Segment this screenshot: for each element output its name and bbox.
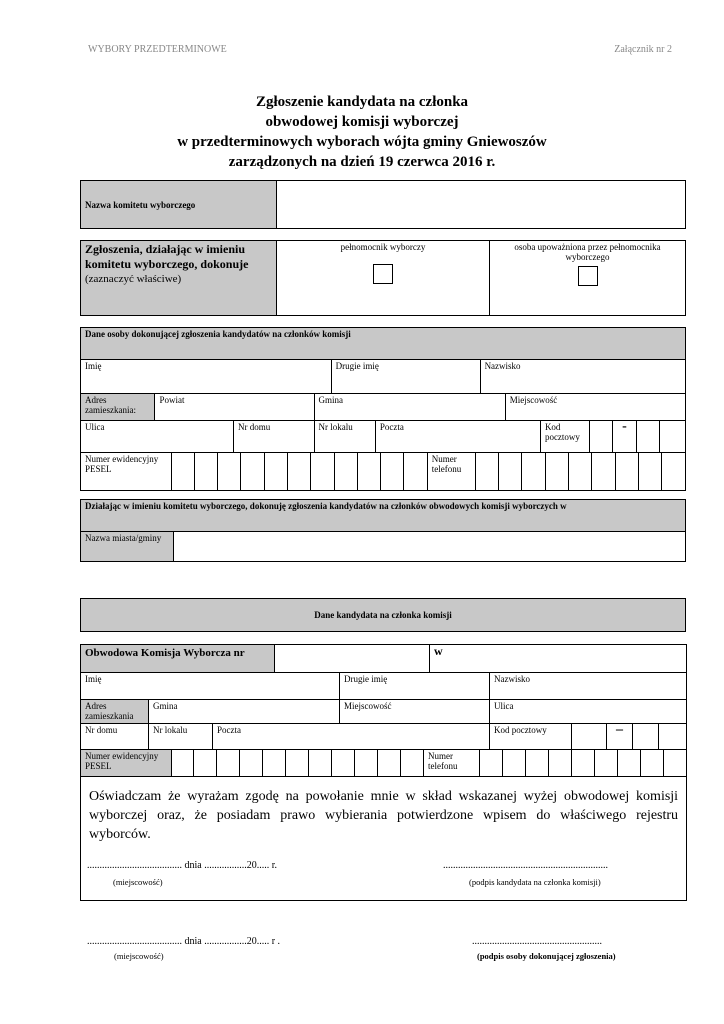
submitter-table [80, 327, 686, 491]
committee-name-field[interactable] [277, 181, 686, 229]
phone-digit[interactable] [475, 453, 498, 490]
postal-digit[interactable] [636, 421, 659, 453]
candidate-middle-name[interactable]: Drugie imię [340, 673, 490, 700]
role-table [80, 240, 686, 316]
candidate-phone-label: Numer telefonu [423, 750, 479, 776]
submitter-address-label: Adres zamieszkania: [81, 394, 155, 421]
acting-city-label: Nazwa miasta/gminy [81, 532, 174, 562]
submitter-street[interactable]: Ulica [81, 421, 234, 453]
authorized-checkbox[interactable] [578, 266, 598, 286]
pesel-digit[interactable] [381, 453, 404, 490]
submitter-house-no[interactable]: Nr domu [233, 421, 314, 453]
phone-digit[interactable] [571, 750, 594, 776]
role-option-proxy: pełnomocnik wyborczy [277, 241, 490, 316]
candidate-heading-table [80, 598, 686, 632]
pesel-digit[interactable] [357, 453, 380, 490]
proxy-checkbox[interactable] [373, 264, 393, 284]
pesel-digit[interactable] [194, 750, 217, 776]
acting-table [80, 499, 686, 562]
candidate-flat-no[interactable]: Nr lokalu [149, 724, 213, 750]
pesel-digit[interactable] [401, 750, 424, 776]
submitter-middle-name[interactable]: Drugie imię [331, 360, 480, 394]
phone-digit[interactable] [548, 750, 571, 776]
phone-digit[interactable] [662, 453, 685, 490]
submitter-first-name[interactable]: Imię [81, 360, 332, 394]
acting-city-field[interactable] [174, 532, 686, 562]
form-title: Zgłoszenie kandydata na członka obwodowej komisji wyborczej w przedterminowych wyborach wójta gminy Gniewoszów zarządzonych na dzień 19 czerwca 2016 r. [177, 94, 547, 170]
pesel-digit[interactable] [171, 453, 194, 490]
submitter-post-office[interactable]: Poczta [375, 421, 540, 453]
candidate-place-date[interactable]: ...................................... dnia .................20..... r. [87, 860, 277, 871]
candidate-pesel-label: Numer ewidencyjny PESEL [81, 750, 171, 776]
statement-text: Oświadczam że wyrażam zgodę na powołanie mnie w skład wskazanej wyżej obwodowej komisji wyborczej oraz, że posiadam prawo wybierania potwierdzone wpisem do właściwego rejestru wyborców. [89, 789, 679, 842]
candidate-house-no[interactable]: Nr domu [81, 724, 149, 750]
pesel-digit[interactable] [309, 750, 332, 776]
pesel-digit[interactable] [240, 750, 263, 776]
postal-digit[interactable] [590, 421, 613, 453]
phone-digit[interactable] [592, 453, 615, 490]
candidate-street[interactable]: Ulica [490, 700, 687, 724]
phone-digit[interactable] [615, 453, 638, 490]
pesel-digit[interactable] [311, 453, 334, 490]
candidate-first-name[interactable]: Imię [81, 673, 340, 700]
candidate-heading: Dane kandydata na członka komisji [81, 599, 686, 632]
pesel-digit[interactable] [241, 453, 264, 490]
pesel-digit[interactable] [217, 750, 240, 776]
pesel-digit[interactable] [264, 453, 287, 490]
statement-box [81, 777, 687, 901]
footer-place-label: (miejscowość) [114, 951, 164, 961]
committee-label: Nazwa komitetu wyborczego [81, 181, 277, 229]
candidate-post-office[interactable]: Poczta [213, 724, 490, 750]
pesel-digit[interactable] [355, 750, 378, 776]
pesel-digit[interactable] [378, 750, 401, 776]
postal-digit[interactable] [659, 724, 687, 750]
candidate-locality[interactable]: Miejscowość [340, 700, 490, 724]
candidate-table [80, 644, 687, 901]
header-left: WYBORY PRZEDTERMINOWE [88, 44, 227, 55]
candidate-signature-line[interactable]: .................................................................. [443, 860, 608, 871]
postal-dash: - [613, 421, 636, 453]
submitter-pesel-row [81, 453, 686, 491]
role-option-authorized: osoba upoważniona przez pełnomocnika wyborczego [490, 241, 686, 316]
pesel-digit[interactable] [286, 750, 309, 776]
pesel-digit[interactable] [194, 453, 217, 490]
submitter-pesel-label: Numer ewidencyjny PESEL [81, 453, 171, 490]
phone-digit[interactable] [545, 453, 568, 490]
phone-digit[interactable] [594, 750, 617, 776]
phone-digit[interactable] [617, 750, 640, 776]
candidate-pesel-row [81, 750, 687, 777]
acting-heading: Działając w imieniu komitetu wyborczego, dokonuję zgłoszenia kandydatów na członków obwodowych komisji wyborczych w [81, 500, 686, 532]
candidate-commune[interactable]: Gmina [149, 700, 340, 724]
phone-digit[interactable] [568, 453, 591, 490]
footer-signature-label: (podpis osoby dokonującej zgłoszenia) [477, 951, 616, 961]
phone-digit[interactable] [479, 750, 502, 776]
candidate-address-label: Adres zamieszkania [81, 700, 149, 724]
commission-no-field[interactable] [275, 645, 430, 673]
submitter-commune[interactable]: Gmina [314, 394, 505, 421]
pesel-digit[interactable] [332, 750, 355, 776]
submitter-last-name[interactable]: Nazwisko [480, 360, 685, 394]
phone-digit[interactable] [502, 750, 525, 776]
committee-table [80, 180, 686, 229]
postal-digit[interactable] [633, 724, 659, 750]
candidate-signature-label: (podpis kandydata na członka komisji) [469, 877, 601, 887]
footer-place-date[interactable]: ...................................... dnia .................20..... r . [87, 936, 281, 947]
pesel-digit[interactable] [404, 453, 427, 490]
submitter-phone-label: Numer telefonu [427, 453, 475, 490]
postal-digit[interactable] [659, 421, 685, 453]
pesel-digit[interactable] [171, 750, 194, 776]
pesel-digit[interactable] [263, 750, 286, 776]
phone-digit[interactable] [638, 453, 661, 490]
candidate-postal-label: Kod pocztowy [490, 724, 572, 750]
header-right: Załącznik nr 2 [614, 44, 672, 55]
footer-signature-line[interactable]: .................................................... [472, 936, 602, 947]
pesel-digit[interactable] [334, 453, 357, 490]
candidate-last-name[interactable]: Nazwisko [490, 673, 687, 700]
phone-digit[interactable] [663, 750, 686, 776]
commission-location[interactable]: w [430, 645, 687, 673]
pesel-digit[interactable] [218, 453, 241, 490]
submitter-postal-label: Kod pocztowy [540, 421, 589, 453]
postal-dash: – [607, 724, 633, 750]
submitter-district[interactable]: Powiat [155, 394, 314, 421]
candidate-place-label: (miejscowość) [113, 877, 163, 887]
submitter-flat-no[interactable]: Nr lokalu [314, 421, 375, 453]
phone-digit[interactable] [522, 453, 545, 490]
postal-digit[interactable] [572, 724, 607, 750]
pesel-digit[interactable] [287, 453, 310, 490]
phone-digit[interactable] [499, 453, 522, 490]
submitter-heading: Dane osoby dokonującej zgłoszenia kandydatów na członków komisji [81, 328, 686, 360]
phone-digit[interactable] [640, 750, 663, 776]
phone-digit[interactable] [525, 750, 548, 776]
submitter-locality[interactable]: Miejscowość [505, 394, 685, 421]
role-label: Zgłoszenia, działając w imieniu komitetu wyborczego, dokonuje (zaznaczyć właściwe) [81, 241, 277, 316]
commission-no-label: Obwodowa Komisja Wyborcza nr [81, 645, 275, 673]
